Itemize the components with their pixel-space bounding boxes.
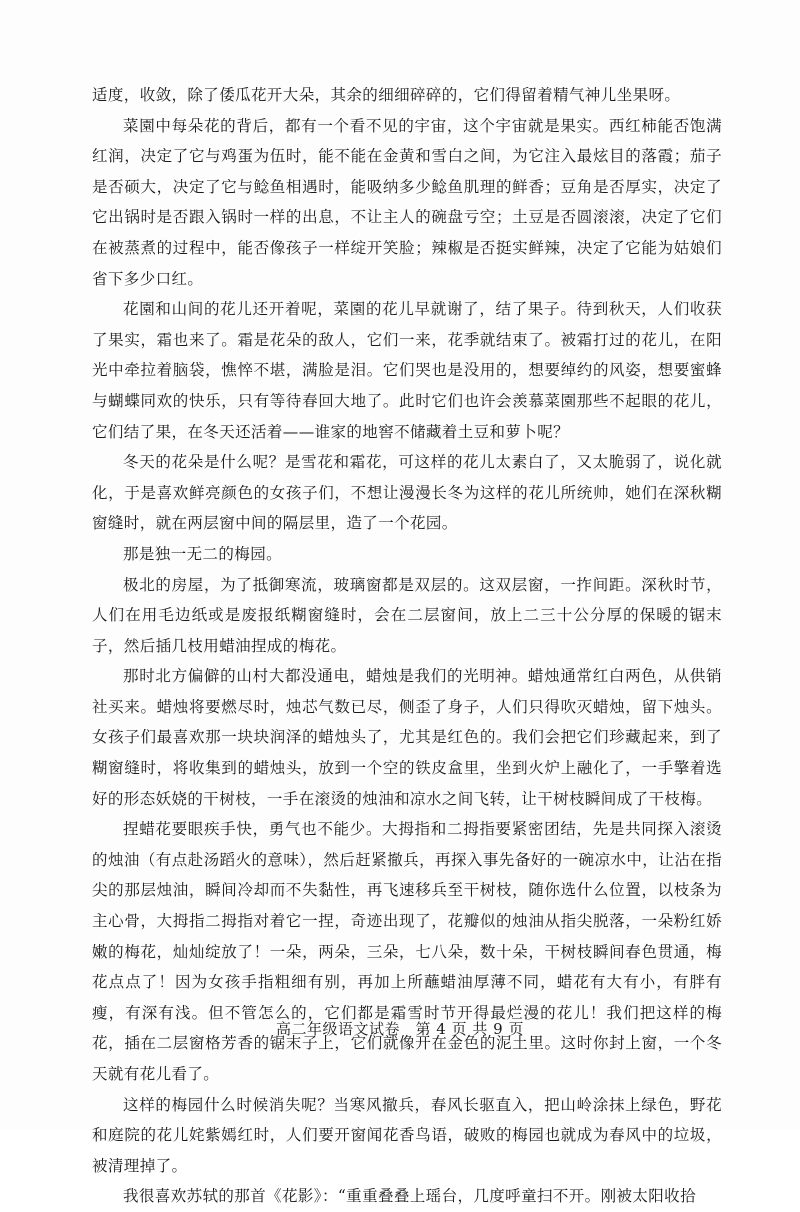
paragraph-su-shi-poem: 我很喜欢苏轼的那首《花影》：“重重叠叠上瑶台，几度呼童扫不开。刚被太阳收拾 bbox=[123, 1187, 696, 1206]
paragraph-garden-disappears: 这样的梅园什么时候消失呢？当寒风撤兵，春风长驱直入，把山岭涂抹上绿色，野花和庭院的花儿姹紫嫣红时，人们要开窗闻花香鸟语，破败的梅园也就成为春风中的垃圾，被清理掉了。 bbox=[92, 1095, 722, 1175]
paragraph-autumn-frost: 花園和山间的花儿还开着呢，菜園的花儿早就谢了，结了果子。待到秋天，人们收获了果实，霜也来了。霜是花朵的敌人，它们一来，花季就结束了。被霜打过的花儿，在阳光中牵拉着脑袋，憔悴不堪，满脸是泪。它们哭也是没用的，想要绰约的风姿，想要蜜蜂与蝴蝶同欢的快乐，只有等待春回大地了。此时它们也许会羡慕菜園那些不起眼的花儿，它们结了果，在冬天还活着——谁家的地窖不储藏着土豆和萝卜呢？ bbox=[92, 300, 722, 441]
essay-body bbox=[92, 80, 722, 1212]
page-footer: 高二年级语文试卷 第 4 页 共 9 页 bbox=[276, 1020, 524, 1038]
paragraph-double-window: 极北的房屋，为了抵御寒流，玻璃窗都是双层的。这双层窗，一拃间距。深秋时节，人们在用毛边纸或是废报纸糊窗缝时，会在二层窗间，放上二三十公分厚的保暖的锯末子，然后插几枝用蜡油捏成的梅花。 bbox=[92, 575, 722, 655]
paragraph-continued: 适度，收敛，除了倭瓜花开大朵，其余的细细碎碎的，它们得留着精气神儿坐果呀。 bbox=[92, 86, 681, 104]
paragraph-winter-flowers: 冬天的花朵是什么呢？是雪花和霜花，可这样的花儿太素白了，又太脆弱了，说化就化，于是喜欢鲜亮颜色的女孩子们，不想让漫漫长冬为这样的花儿所统帅，她们在深秋糊窗缝时，就在两层窗中间的隔层里，造了一个花园。 bbox=[92, 453, 722, 533]
paragraph-wax-flowers: 捏蜡花要眼疾手快，勇气也不能少。大拇指和二拇指要紧密团结，先是共同探入滚烫的烛油（有点赴汤蹈火的意味），然后赶紧撤兵，再探入事先备好的一碗凉水中，让沾在指尖的那层烛油，瞬间冷却而不失黏性，再飞速移兵至干树枝，随你选什么位置，以枝条为主心骨，大拇指二拇指对着它一捏，奇迹出现了，花瓣似的烛油从指尖脱落，一朵粉红娇嫩的梅花，灿灿绽放了！一朵，两朵，三朵，七八朵，数十朵，干树枝瞬间春色贯通，梅花点点了！因为女孩手指粗细有别，再加上所蘸蜡油厚薄不同，蜡花有大有小，有胖有瘦，有深有浅。但不管怎么的，它们都是霜雪时节开得最烂漫的花儿！我们把这样的梅花，插在二层窗格芳香的锯末子上，它们就像开在金色的泥土里。这时你封上窗，一个冬天就有花儿看了。 bbox=[92, 820, 722, 1083]
paragraph-fruit-universe: 菜園中每朵花的背后，都有一个看不见的宇宙，这个宇宙就是果实。西红柿能否饱满红润，决定了它与鸡蛋为伍时，能不能在金黄和雪白之间，为它注入最炫目的落霞；茄子是否硕大，决定了它与鲶鱼相遇时，能吸纳多少鲶鱼肌理的鲜香；豆角是否厚实，决定了它出锅时是否跟入锅时一样的出息，不让主人的碗盘亏空；土豆是否圆滚滚，决定了它们在被蒸煮的过程中，能否像孩子一样绽开笑脸；辣椒是否挺实鲜辣，决定了它能为姑娘们省下多少口红。 bbox=[92, 116, 722, 288]
paragraph-candles: 那时北方偏僻的山村大都没通电，蜡烛是我们的光明神。蜡烛通常红白两色，从供销社买来。蜡烛将要燃尽时，烛芯气数已尽，侧歪了身子，人们只得吹灭蜡烛，留下烛头。女孩子们最喜欢那一块块润泽的蜡烛头了，尤其是红色的。我们会把它们珍藏起来，到了糊窗缝时，将收集到的蜡烛头，放到一个空的铁皮盒里，坐到火炉上融化了，一手擎着选好的形态妖娆的干树枝，一手在滚烫的烛油和凉水之间飞转，让干树枝瞬间成了干枝梅。 bbox=[92, 667, 722, 808]
paragraph-plum-garden: 那是独一无二的梅园。 bbox=[123, 544, 283, 563]
